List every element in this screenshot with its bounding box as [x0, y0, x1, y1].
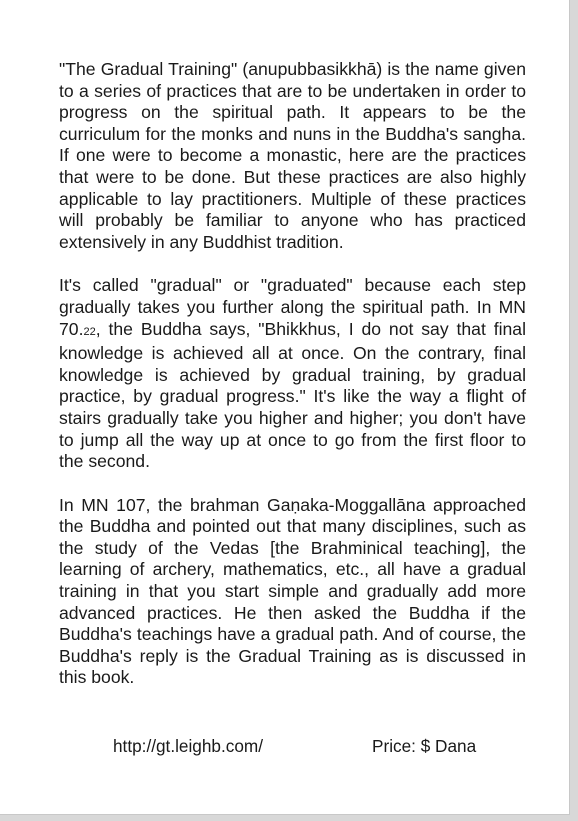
- paragraph-intro: "The Gradual Training" (anupubbasikkhā) is the name given to a series of practices that are to be undertaken in order to progress on the spiritual path. It appears to be the curriculum for the monks and nuns in the Buddha's sangha. If one were to become a monastic, here are the practices that were to be done. But these practices are also highly applicable to lay practitioners. Multiple of these practices will probably be familiar to anyone who has practiced extensively in any Buddhist tradition.: [59, 59, 526, 252]
- website-url: http://gt.leighb.com/: [113, 736, 263, 756]
- paragraph-gradual-text-end: , the Buddha says, "Bhikkhus, I do not say that final knowledge is achieved all at once. On the contrary, final knowledge is achieved by gradual training, by gradual practice, by gradual progress." It's like the way a flight of stairs gradually take you higher and higher; you don't have to jump all the way up at once to go from the first floor to the second.: [59, 318, 526, 472]
- document-body: [59, 59, 526, 711]
- paragraph-gradual-text-start: It's called "gradual" or "graduated" because each step gradually takes you further along the spiritual path. In MN 70.: [59, 275, 526, 339]
- sutta-section-ref: 22: [83, 325, 96, 338]
- price-label: Price: $ Dana: [372, 736, 477, 756]
- paragraph-gradual-meaning: [59, 275, 526, 472]
- paragraph-mn107: In MN 107, the brahman Gaṇaka-Moggallāna approached the Buddha and pointed out that many disciplines, such as the study of the Vedas [the Brahminical teaching], the learning of archery, mathematics, etc., all have a gradual training in that you start simple and gradually add more advanced practices. He then asked the Buddha if the Buddha's teachings have a gradual path. And of course, the Buddha's reply is the Gradual Training as is discussed in this book.: [59, 494, 526, 688]
